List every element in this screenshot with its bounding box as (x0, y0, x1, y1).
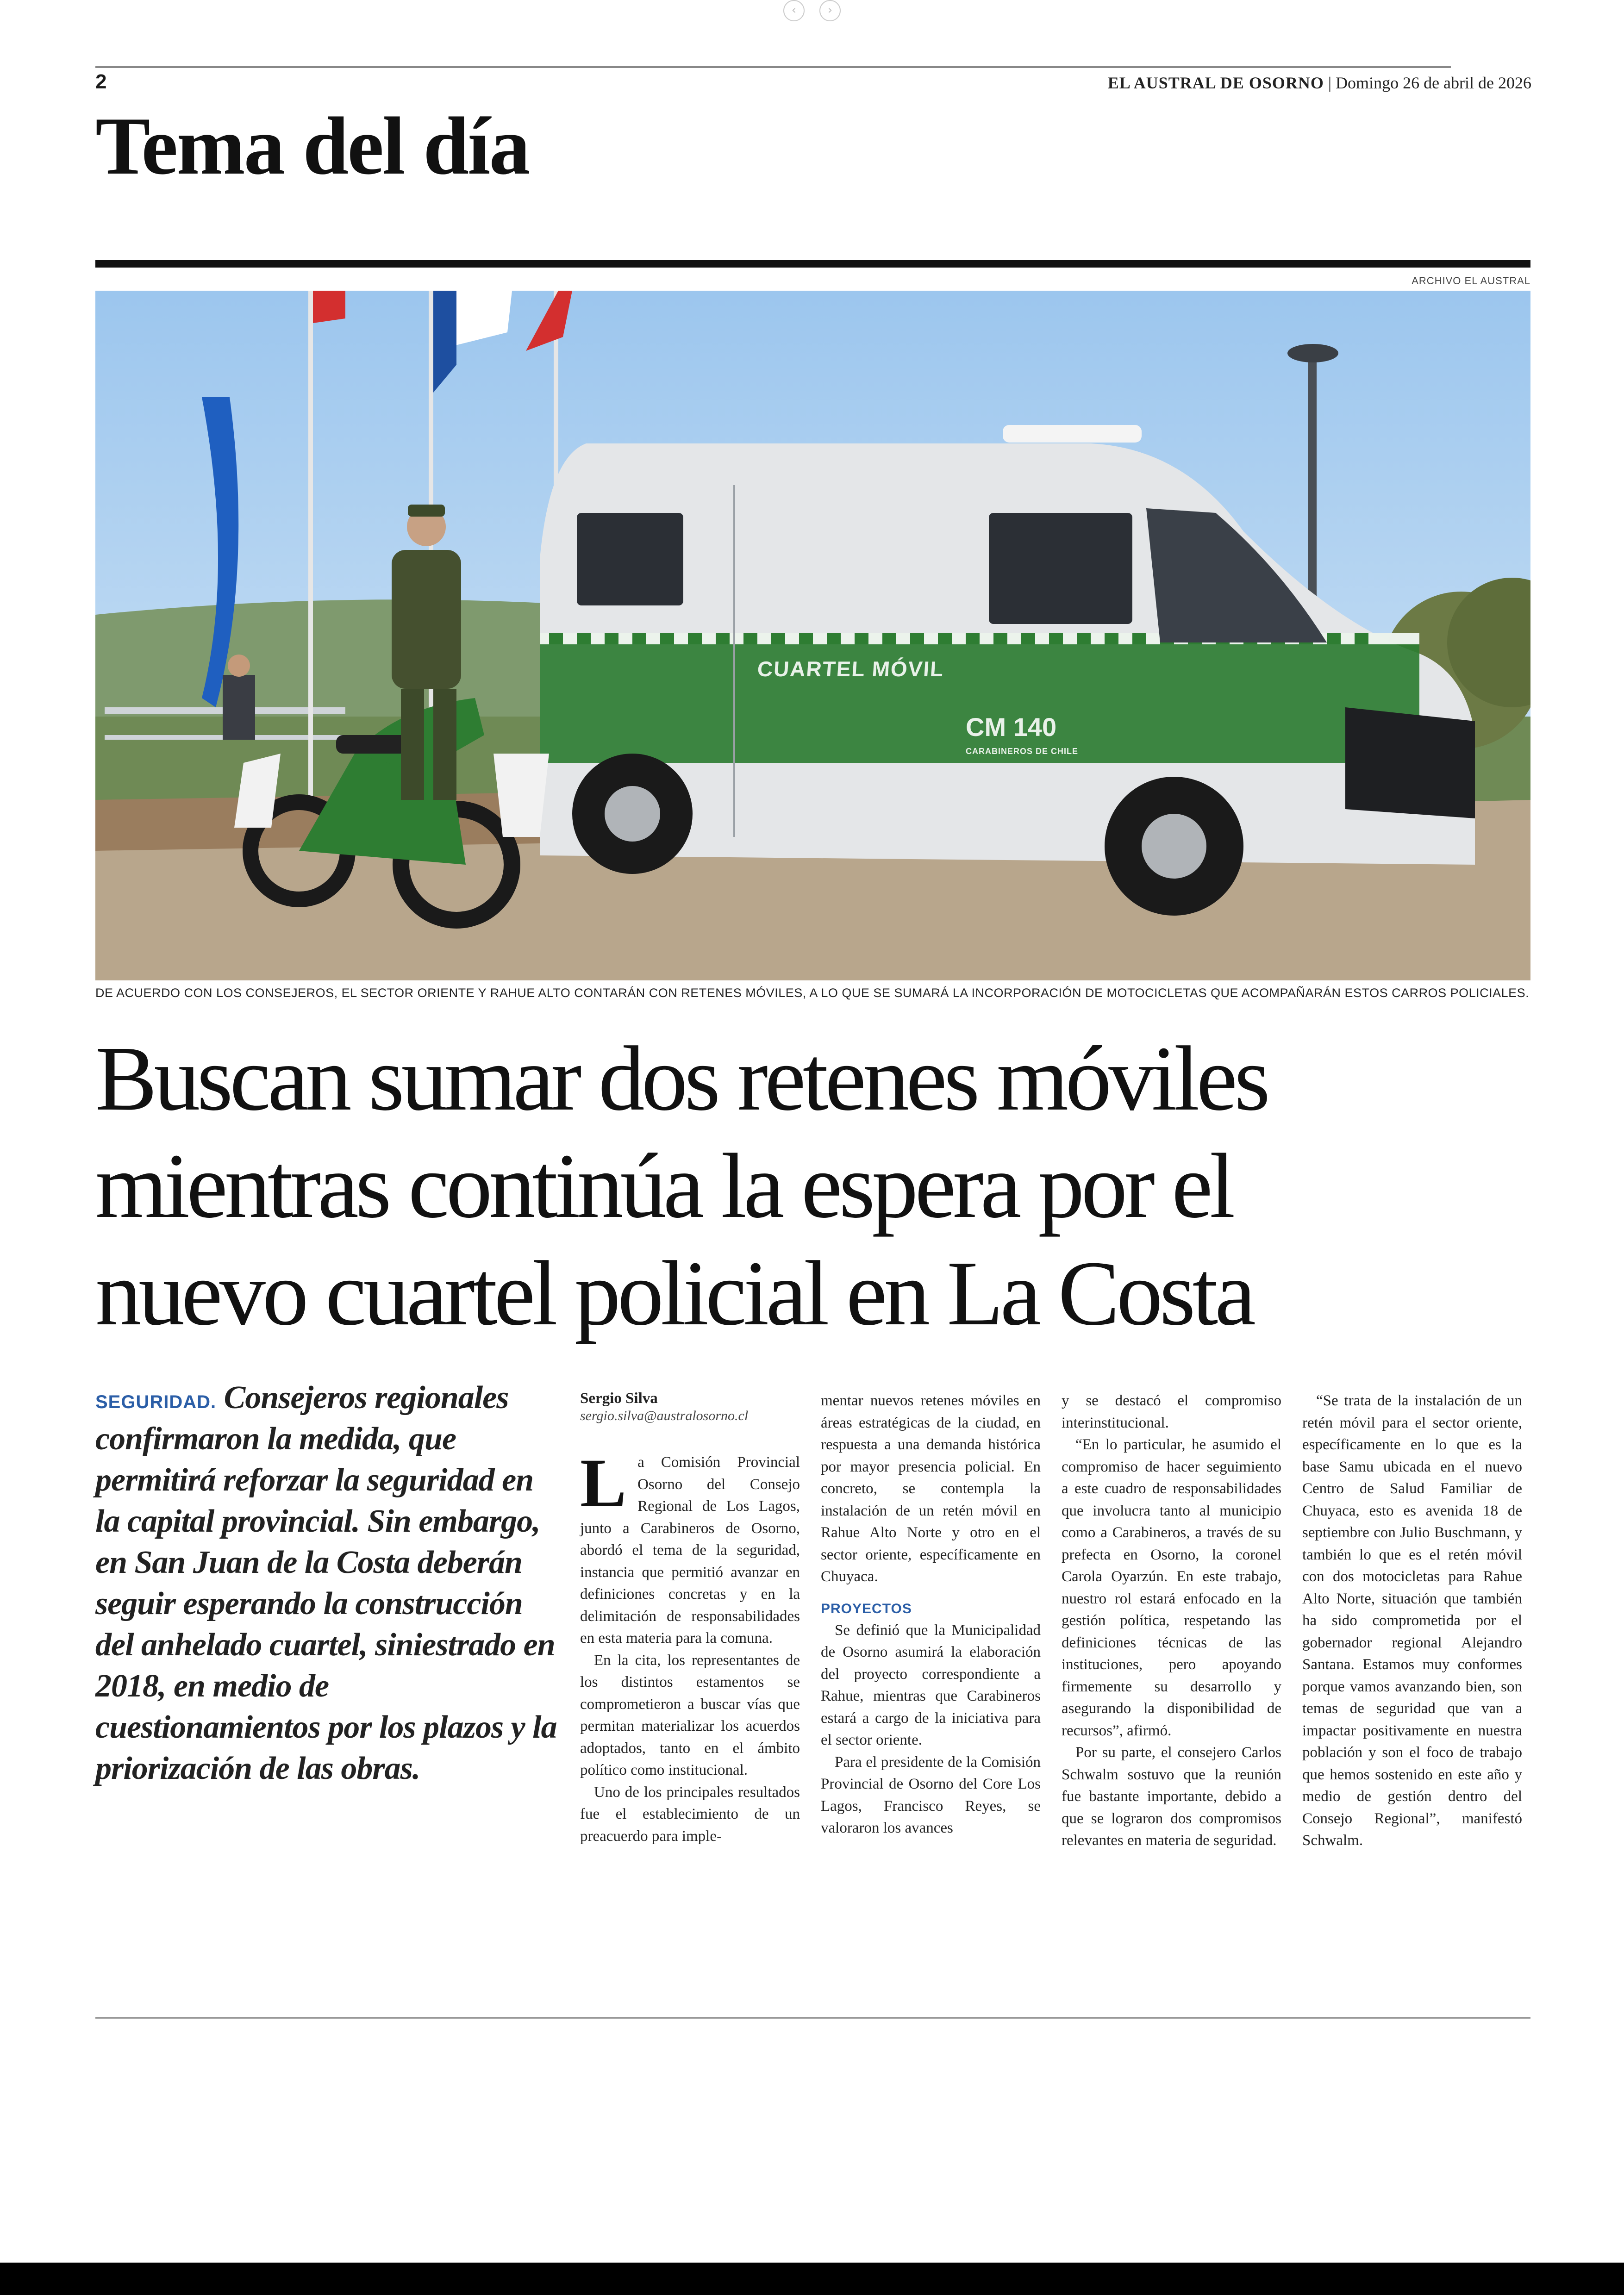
headline-line-2: mientras continúa la espera por el (95, 1135, 1232, 1237)
photo-credit: ARCHIVO EL AUSTRAL (1412, 275, 1530, 287)
van-code: CM 140 (966, 712, 1057, 742)
paragraph: “Se trata de la instalación de un retén móvil para el sector oriente, específicamente en lo que es la base Samu ubicada en el nuevo Centro de Salud Familiar de Chuyaca, esto es avenida 18 de septiembre con Julio Buschmann, y también lo que es el retén móvil con dos motocicletas para Rahue Alto Norte, situación que también ha sido comprometida por el gobernador regional Alejandro Santana. Estamos muy conformes porque vamos avanzando bien, son temas de seguridad que van a impactar positivamente en nuestra población y son el foco de trabajo que hemos sostenido en este año y medio de gestión dentro del Consejo Regional”, manifestó Schwalm. (1302, 1392, 1522, 1849)
paragraph: Para el presidente de la Comisión Provincial de Osorno del Core Los Lagos, Francisco Reyes, se valoraron los avances (821, 1753, 1041, 1836)
article-photo (95, 291, 1530, 980)
headline-line-3: nuevo cuartel policial en La Costa (95, 1242, 1253, 1345)
masthead-date: Domingo 26 de abril de 2026 (1336, 74, 1531, 92)
photo-caption: DE ACUERDO CON LOS CONSEJEROS, EL SECTOR ORIENTE Y RAHUE ALTO CONTARÁN CON RETENES MÓVILES, A LO QUE SE SUMARÁ LA INCORPORACIÓN DE MOTOCICLETAS QUE ACOMPAÑARÁN ESTOS CARROS POLICIALES. (95, 986, 1530, 1000)
article-lead (95, 1377, 558, 1789)
paragraph: y se destacó el compromiso interinstitucional. (1062, 1392, 1281, 1431)
kicker: SEGURIDAD. (95, 1392, 217, 1412)
previous-page-icon[interactable]: ‹ (783, 0, 805, 21)
top-rule (95, 66, 1451, 68)
article-column-3 (1062, 1390, 1281, 1852)
masthead-name: EL AUSTRAL DE OSORNO (1107, 74, 1324, 92)
paragraph: mentar nuevos retenes móviles en áreas estratégicas de la ciudad, en respuesta a una demanda histórica por mayor presencia policial. En concreto, se contempla la instalación de un retén móvil en Rahue Alto Norte y otro en el sector oriente, específicamente en Chuyaca. (821, 1392, 1041, 1585)
paragraph: La Comisión Provincial Osorno del Consejo Regional de Los Lagos, junto a Carabineros de Osorno, abordó el tema de la seguridad, instancia que permitió avanzar en definiciones concretas y en la delimitación de responsabilidades en esta materia para la comuna. (580, 1445, 800, 1646)
section-rule (95, 260, 1530, 268)
van-label: CUARTEL MÓVIL (756, 657, 945, 681)
byline-author: Sergio Silva (580, 1390, 658, 1407)
police-van-illustration (95, 291, 1530, 980)
subhead-proyectos: PROYECTOS (821, 1601, 912, 1616)
paragraph: Se definió que la Municipalidad de Osorno asumirá la elaboración del proyecto correspondiente a Rahue, mientras que Carabineros estará a cargo de la iniciativa para el sector oriente. (821, 1621, 1041, 1748)
section-title: Tema del día (95, 100, 529, 192)
viewer-footer-bar (0, 2263, 1624, 2295)
next-page-icon[interactable]: › (819, 0, 841, 21)
lead-text: Consejeros regionales confirmaron la medida, que permitirá reforzar la seguridad en la capital provincial. Sin embargo, en San Juan de la Costa deberán seguir esperando la construcción del anhelado cuartel, siniestrado en 2018, en medio de cuestionamientos por los plazos y la priorización de las obras. (95, 1380, 557, 1786)
headline (95, 1025, 1535, 1347)
paragraph: “En lo particular, he asumido el compromiso de hacer seguimiento a este cuadro de responsabilidades que involucra tanto al municipio como a Carabineros, a través de su prefecta en Osorno, la coronel Carola Oyarzún. En este trabajo, nuestro rol estará enfocado en la gestión política, respetando las definiciones técnicas de las instituciones, pero apoyando firmemente su desarrollo y asegurando la disponibilidad de recursos”, afirmó. (1062, 1436, 1281, 1739)
page-number: 2 (95, 70, 107, 93)
drop-cap: L (580, 1445, 627, 1522)
paragraph: Por su parte, el consejero Carlos Schwalm sostuvo que la reunión fue bastante importante, debido a que se lograron dos compromisos relevantes en materia de seguridad. (1062, 1744, 1281, 1849)
masthead: EL AUSTRAL DE OSORNO | Domingo 26 de abril de 2026 (1107, 74, 1531, 92)
van-org: CARABINEROS DE CHILE (966, 747, 1079, 756)
article-column-1 (580, 1390, 800, 1847)
article-column-2 (821, 1390, 1041, 1840)
byline-email[interactable]: sergio.silva@australosorno.cl (580, 1408, 749, 1423)
bottom-rule (95, 2017, 1530, 2019)
headline-line-1: Buscan sumar dos retenes móviles (95, 1028, 1267, 1130)
article-column-4 (1302, 1390, 1522, 1852)
paragraph: En la cita, los representantes de los distintos estamentos se comprometieron a buscar vías que permitan materializar los acuerdos adoptados, tanto en el ámbito político como institucional. (580, 1652, 800, 1778)
paragraph: Uno de los principales resultados fue el establecimiento de un preacuerdo para imple- (580, 1784, 800, 1845)
